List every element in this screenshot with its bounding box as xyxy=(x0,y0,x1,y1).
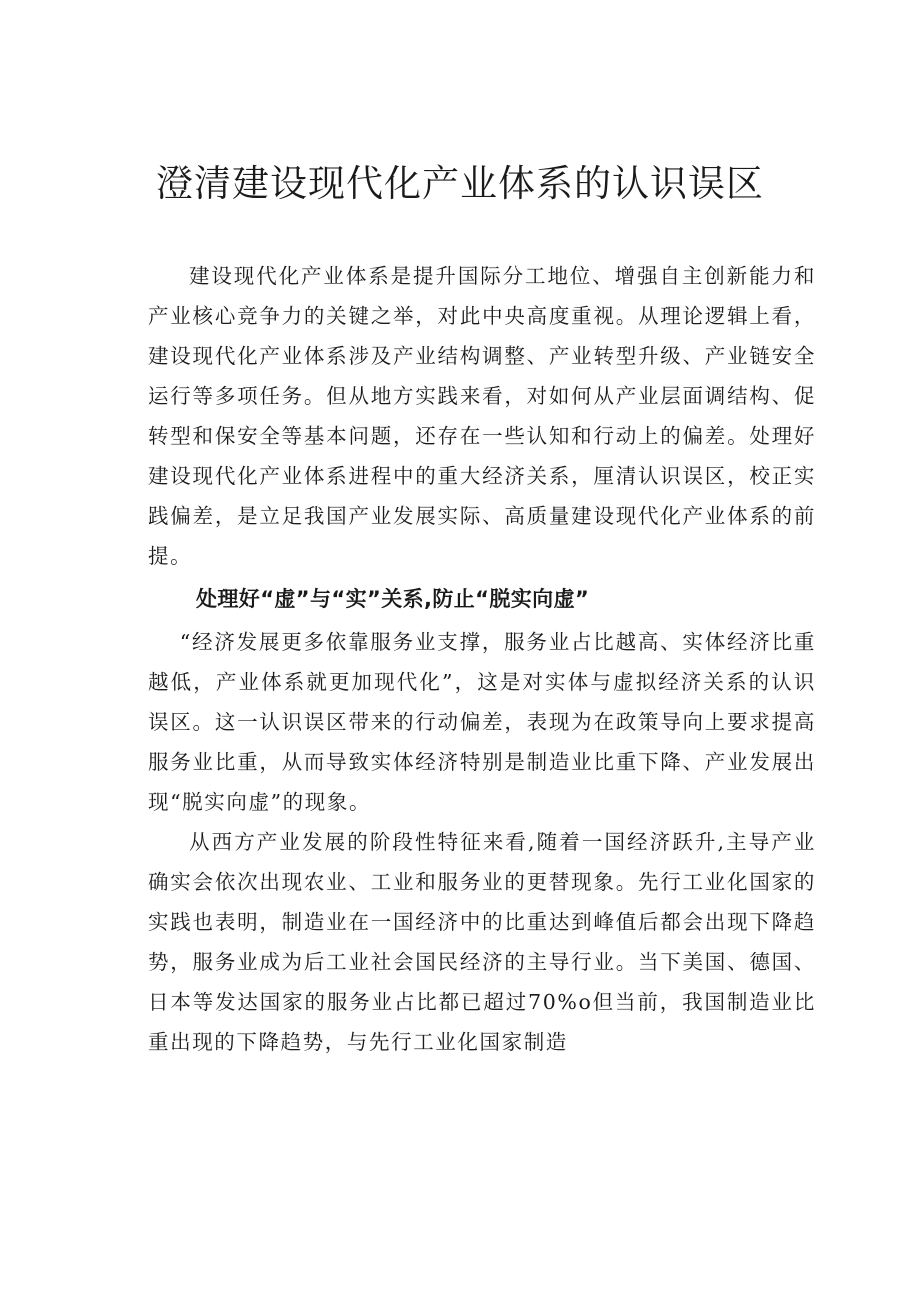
section-paragraph-1: “经济发展更多依靠服务业支撑，服务业占比越高、实体经济比重越低，产业体系就更加现代化”，这是对实体与虚拟经济关系的认识误区。这一认识误区带来的行动偏差，表现为在政策导向上要求提高服务业比重，从而导致实体经济特别是制造业比重下降、产业发展出现“脱实向虚”的现象。 xyxy=(148,630,816,814)
document-body xyxy=(148,256,816,1062)
section-paragraph-2: 从西方产业发展的阶段性特征来看,随着一国经济跃升,主导产业确实会依次出现农业、工业和服务业的更替现象。先行工业化国家的实践也表明，制造业在一国经济中的比重达到峰值后都会出现下降趋势，服务业成为后工业社会国民经济的主导行业。当下美国、德国、日本等发达国家的服务业占比都已超过70%o但当前，我国制造业比重出现的下降趋势，与先行工业化国家制造 xyxy=(148,830,816,1054)
document-title: 澄清建设现代化产业体系的认识误区 xyxy=(156,162,764,205)
intro-paragraph: 建设现代化产业体系是提升国际分工地位、增强自主创新能力和产业核心竞争力的关键之举，对此中央高度重视。从理论逻辑上看，建设现代化产业体系涉及产业结构调整、产业转型升级、产业链安全运行等多项任务。但从地方实践来看，对如何从产业层面调结构、促转型和保安全等基本问题，还存在一些认知和行动上的偏差。处理好建设现代化产业体系进程中的重大经济关系，厘清认识误区，校正实践偏差，是立足我国产业发展实际、高质量建设现代化产业体系的前提。 xyxy=(148,264,816,568)
section-heading: 处理好“虚”与“实”关系,防止“脱实向虚” xyxy=(196,587,590,611)
